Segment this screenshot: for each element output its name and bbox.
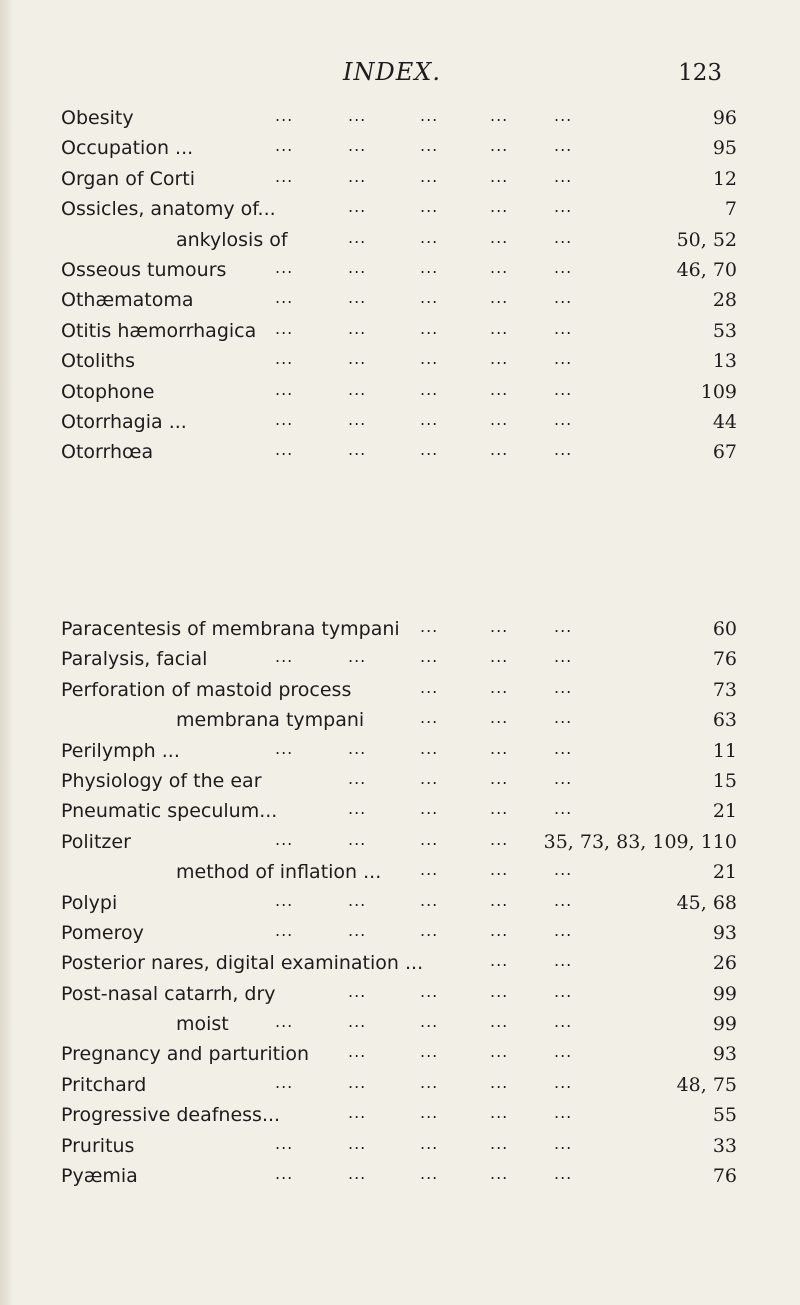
index-pages: 21 xyxy=(712,800,737,823)
leader-dots xyxy=(0,133,800,163)
leader-dot: ... xyxy=(554,227,573,247)
leader-dot: ... xyxy=(420,257,439,277)
index-entry xyxy=(0,888,800,918)
leader-dots xyxy=(0,918,800,948)
leader-dot: ... xyxy=(490,1042,509,1062)
leader-dot: ... xyxy=(554,920,573,940)
leader-dots xyxy=(0,1039,800,1069)
leader-dot: ... xyxy=(348,379,367,399)
index-pages: 93 xyxy=(712,921,737,944)
leader-dots xyxy=(0,1161,800,1191)
leader-dot: ... xyxy=(420,920,439,940)
leader-dot: ... xyxy=(275,349,294,369)
index-term: Ossicles, anatomy of... xyxy=(61,198,276,221)
index-entry xyxy=(0,675,800,705)
leader-dot: ... xyxy=(554,738,573,758)
index-entry xyxy=(0,285,800,315)
index-term: Pritchard xyxy=(61,1073,147,1096)
leader-dot: ... xyxy=(554,288,573,308)
leader-dot: ... xyxy=(348,106,367,125)
index-entry xyxy=(0,194,800,224)
index-pages: 96 xyxy=(712,107,737,129)
leader-dot: ... xyxy=(275,647,294,667)
index-pages: 50, 52 xyxy=(676,228,737,251)
leader-dot: ... xyxy=(490,409,509,429)
leader-dot: ... xyxy=(348,1103,367,1123)
leader-dot: ... xyxy=(420,890,439,910)
leader-dot: ... xyxy=(348,981,367,1001)
leader-dot: ... xyxy=(348,829,367,849)
leader-dot: ... xyxy=(275,1072,294,1092)
leader-dot: ... xyxy=(348,409,367,429)
index-term: Polypi xyxy=(61,891,118,914)
index-term: Posterior nares, digital examination ... xyxy=(61,952,424,975)
index-entry xyxy=(0,316,800,346)
index-term: Osseous tumours xyxy=(61,258,227,281)
leader-dot: ... xyxy=(275,106,294,125)
leader-dot: ... xyxy=(554,349,573,369)
leader-dot: ... xyxy=(348,1072,367,1092)
index-entry xyxy=(0,133,800,163)
index-term: Politzer xyxy=(61,830,131,853)
leader-dot: ... xyxy=(490,257,509,277)
index-pages: 7 xyxy=(724,198,737,221)
leader-dot: ... xyxy=(490,440,509,460)
leader-dot: ... xyxy=(554,1103,573,1123)
leader-dot: ... xyxy=(275,288,294,308)
index-entry xyxy=(0,644,800,674)
leader-dot: ... xyxy=(420,1133,439,1153)
leader-dot: ... xyxy=(554,257,573,277)
leader-dot: ... xyxy=(554,1133,573,1153)
leader-dot: ... xyxy=(275,257,294,277)
leader-dot: ... xyxy=(420,799,439,819)
index-pages: 21 xyxy=(712,861,737,884)
leader-dot: ... xyxy=(490,1133,509,1153)
index-entry xyxy=(0,614,800,644)
leader-dot: ... xyxy=(420,1164,439,1184)
leader-dot: ... xyxy=(490,617,509,636)
leader-dot: ... xyxy=(554,318,573,338)
leader-dot: ... xyxy=(490,677,509,697)
index-term: Otorrhagia ... xyxy=(61,410,187,433)
index-pages: 48, 75 xyxy=(676,1073,737,1096)
leader-dot: ... xyxy=(554,981,573,1001)
leader-dot: ... xyxy=(490,890,509,910)
leader-dot: ... xyxy=(554,677,573,697)
leader-dot: ... xyxy=(554,951,573,971)
leader-dot: ... xyxy=(348,166,367,186)
index-term: Paracentesis of membrana tympani xyxy=(61,618,400,640)
running-header xyxy=(0,58,800,92)
leader-dot: ... xyxy=(420,617,439,636)
index-term: Pruritus xyxy=(61,1134,135,1157)
leader-dot: ... xyxy=(554,708,573,728)
leader-dots xyxy=(0,736,800,766)
leader-dot: ... xyxy=(275,920,294,940)
leader-dot: ... xyxy=(490,106,509,125)
leader-dot: ... xyxy=(420,738,439,758)
leader-dot: ... xyxy=(490,1072,509,1092)
leader-dot: ... xyxy=(420,1072,439,1092)
index-term: moist xyxy=(176,1013,229,1036)
index-entry xyxy=(0,1009,800,1039)
index-term: Pomeroy xyxy=(61,921,144,944)
leader-dot: ... xyxy=(420,647,439,667)
leader-dots xyxy=(0,644,800,674)
index-entry xyxy=(0,1100,800,1130)
index-term: Physiology of the ear xyxy=(61,769,262,792)
index-term: Othæmatoma xyxy=(61,289,194,312)
index-entry xyxy=(0,827,800,857)
leader-dots xyxy=(0,1100,800,1130)
leader-dot: ... xyxy=(348,349,367,369)
leader-dot: ... xyxy=(420,379,439,399)
leader-dot: ... xyxy=(420,677,439,697)
leader-dot: ... xyxy=(348,288,367,308)
index-pages: 55 xyxy=(712,1104,737,1127)
index-term: ankylosis of xyxy=(176,228,288,251)
index-pages: 63 xyxy=(712,709,737,732)
leader-dot: ... xyxy=(490,349,509,369)
leader-dot: ... xyxy=(348,197,367,217)
index-pages: 44 xyxy=(712,410,737,433)
leader-dots xyxy=(0,1131,800,1161)
index-term: Otoliths xyxy=(61,350,135,373)
leader-dot: ... xyxy=(420,981,439,1001)
index-entry xyxy=(0,948,800,978)
leader-dot: ... xyxy=(490,708,509,728)
leader-dot: ... xyxy=(554,799,573,819)
leader-dot: ... xyxy=(554,647,573,667)
index-entry xyxy=(0,407,800,437)
leader-dot: ... xyxy=(420,1012,439,1032)
leader-dot: ... xyxy=(348,799,367,819)
index-entry xyxy=(0,766,800,796)
index-pages: 76 xyxy=(712,1165,737,1188)
index-term: Paralysis, facial xyxy=(61,648,208,671)
leader-dot: ... xyxy=(275,166,294,186)
index-pages: 99 xyxy=(712,1013,737,1036)
leader-dots xyxy=(0,1009,800,1039)
leader-dot: ... xyxy=(275,1012,294,1032)
leader-dot: ... xyxy=(420,860,439,880)
leader-dot: ... xyxy=(490,860,509,880)
leader-dot: ... xyxy=(348,738,367,758)
leader-dot: ... xyxy=(420,440,439,460)
leader-dot: ... xyxy=(554,409,573,429)
leader-dot: ... xyxy=(348,1133,367,1153)
leader-dot: ... xyxy=(420,288,439,308)
index-pages: 45, 68 xyxy=(676,891,737,914)
leader-dots xyxy=(0,857,800,887)
leader-dot: ... xyxy=(420,227,439,247)
leader-dot: ... xyxy=(490,288,509,308)
leader-dot: ... xyxy=(554,1072,573,1092)
index-term: method of inflation ... xyxy=(176,861,382,884)
index-section-p xyxy=(0,614,800,1191)
leader-dots xyxy=(0,346,800,376)
index-pages: 33 xyxy=(712,1134,737,1157)
index-entry xyxy=(0,346,800,376)
index-term: Post-nasal catarrh, dry xyxy=(61,982,276,1005)
index-entry xyxy=(0,255,800,285)
leader-dots xyxy=(0,103,800,133)
leader-dot: ... xyxy=(490,647,509,667)
index-section-o xyxy=(0,103,800,468)
leader-dots xyxy=(0,407,800,437)
leader-dot: ... xyxy=(348,318,367,338)
index-term: Obesity xyxy=(61,107,134,129)
leader-dot: ... xyxy=(554,1042,573,1062)
leader-dot: ... xyxy=(420,1042,439,1062)
index-term: Pregnancy and parturition xyxy=(61,1043,310,1066)
leader-dot: ... xyxy=(348,920,367,940)
index-term: Organ of Corti xyxy=(61,167,196,190)
page-title: INDEX. xyxy=(343,58,441,86)
index-pages: 35, 73, 83, 109, 110 xyxy=(543,830,737,853)
index-entry xyxy=(0,377,800,407)
leader-dot: ... xyxy=(275,318,294,338)
leader-dots xyxy=(0,979,800,1009)
index-entry xyxy=(0,857,800,887)
leader-dot: ... xyxy=(490,799,509,819)
leader-dot: ... xyxy=(490,136,509,156)
leader-dot: ... xyxy=(420,768,439,788)
leader-dots xyxy=(0,377,800,407)
leader-dot: ... xyxy=(348,136,367,156)
leader-dot: ... xyxy=(490,1103,509,1123)
leader-dots xyxy=(0,766,800,796)
index-pages: 73 xyxy=(712,678,737,701)
index-term: Pneumatic speculum... xyxy=(61,800,278,823)
leader-dot: ... xyxy=(420,166,439,186)
leader-dot: ... xyxy=(348,647,367,667)
leader-dots xyxy=(0,164,800,194)
index-term: Otitis hæmorrhagica xyxy=(61,319,257,342)
leader-dot: ... xyxy=(275,890,294,910)
index-pages: 11 xyxy=(712,739,737,762)
leader-dot: ... xyxy=(554,166,573,186)
index-pages: 26 xyxy=(712,952,737,975)
index-entry xyxy=(0,1131,800,1161)
leader-dots xyxy=(0,948,800,978)
index-term: Occupation ... xyxy=(61,137,194,160)
index-pages: 109 xyxy=(700,380,737,403)
index-entry xyxy=(0,1161,800,1191)
leader-dot: ... xyxy=(490,166,509,186)
leader-dot: ... xyxy=(490,920,509,940)
leader-dots xyxy=(0,796,800,826)
leader-dot: ... xyxy=(554,617,573,636)
leader-dot: ... xyxy=(490,1164,509,1184)
index-entry xyxy=(0,979,800,1009)
index-entry xyxy=(0,918,800,948)
leader-dot: ... xyxy=(275,440,294,460)
index-entry xyxy=(0,796,800,826)
leader-dots xyxy=(0,316,800,346)
leader-dots xyxy=(0,705,800,735)
leader-dot: ... xyxy=(275,409,294,429)
index-pages: 99 xyxy=(712,982,737,1005)
leader-dot: ... xyxy=(348,890,367,910)
index-entry xyxy=(0,437,800,467)
leader-dot: ... xyxy=(275,136,294,156)
index-entry xyxy=(0,164,800,194)
leader-dot: ... xyxy=(554,197,573,217)
index-term: Perilymph ... xyxy=(61,739,180,762)
leader-dot: ... xyxy=(348,227,367,247)
index-entry xyxy=(0,1070,800,1100)
leader-dot: ... xyxy=(554,768,573,788)
leader-dot: ... xyxy=(490,1012,509,1032)
leader-dot: ... xyxy=(490,829,509,849)
leader-dots xyxy=(0,285,800,315)
leader-dot: ... xyxy=(490,197,509,217)
index-pages: 28 xyxy=(712,289,737,312)
leader-dot: ... xyxy=(348,257,367,277)
leader-dot: ... xyxy=(275,1133,294,1153)
leader-dot: ... xyxy=(490,738,509,758)
leader-dot: ... xyxy=(420,708,439,728)
index-entry xyxy=(0,705,800,735)
leader-dot: ... xyxy=(554,379,573,399)
leader-dot: ... xyxy=(490,379,509,399)
index-entry xyxy=(0,225,800,255)
index-pages: 53 xyxy=(712,319,737,342)
leader-dot: ... xyxy=(554,106,573,125)
index-entry xyxy=(0,103,800,133)
leader-dot: ... xyxy=(554,890,573,910)
index-pages: 76 xyxy=(712,648,737,671)
leader-dot: ... xyxy=(554,136,573,156)
leader-dot: ... xyxy=(420,318,439,338)
leader-dot: ... xyxy=(348,1042,367,1062)
leader-dot: ... xyxy=(490,951,509,971)
index-term: Pyæmia xyxy=(61,1165,138,1188)
leader-dot: ... xyxy=(348,1012,367,1032)
index-pages: 60 xyxy=(712,618,737,640)
leader-dot: ... xyxy=(275,1164,294,1184)
index-pages: 13 xyxy=(712,350,737,373)
leader-dots xyxy=(0,194,800,224)
leader-dot: ... xyxy=(420,829,439,849)
leader-dot: ... xyxy=(420,106,439,125)
leader-dots xyxy=(0,437,800,467)
index-entry xyxy=(0,736,800,766)
leader-dot: ... xyxy=(490,981,509,1001)
index-term: Otorrhœa xyxy=(61,441,154,464)
leader-dot: ... xyxy=(554,440,573,460)
leader-dot: ... xyxy=(554,1164,573,1184)
leader-dot: ... xyxy=(420,197,439,217)
index-pages: 67 xyxy=(712,441,737,464)
index-term: Progressive deafness... xyxy=(61,1104,281,1127)
index-pages: 12 xyxy=(712,167,737,190)
leader-dot: ... xyxy=(490,227,509,247)
index-term: Otophone xyxy=(61,380,155,403)
index-pages: 46, 70 xyxy=(676,258,737,281)
leader-dot: ... xyxy=(420,136,439,156)
leader-dots xyxy=(0,614,800,644)
leader-dot: ... xyxy=(420,409,439,429)
leader-dot: ... xyxy=(348,768,367,788)
index-pages: 93 xyxy=(712,1043,737,1066)
leader-dot: ... xyxy=(275,738,294,758)
leader-dot: ... xyxy=(348,1164,367,1184)
leader-dot: ... xyxy=(490,768,509,788)
index-pages: 95 xyxy=(712,137,737,160)
leader-dot: ... xyxy=(420,1103,439,1123)
index-entry xyxy=(0,1039,800,1069)
leader-dot: ... xyxy=(554,860,573,880)
page-number: 123 xyxy=(678,60,722,86)
index-term: membrana tympani xyxy=(176,709,365,732)
index-term: Perforation of mastoid process xyxy=(61,678,352,701)
index-pages: 15 xyxy=(712,769,737,792)
leader-dot: ... xyxy=(490,318,509,338)
leader-dots xyxy=(0,675,800,705)
leader-dot: ... xyxy=(554,1012,573,1032)
leader-dot: ... xyxy=(348,440,367,460)
leader-dot: ... xyxy=(275,829,294,849)
leader-dot: ... xyxy=(275,379,294,399)
leader-dot: ... xyxy=(420,349,439,369)
